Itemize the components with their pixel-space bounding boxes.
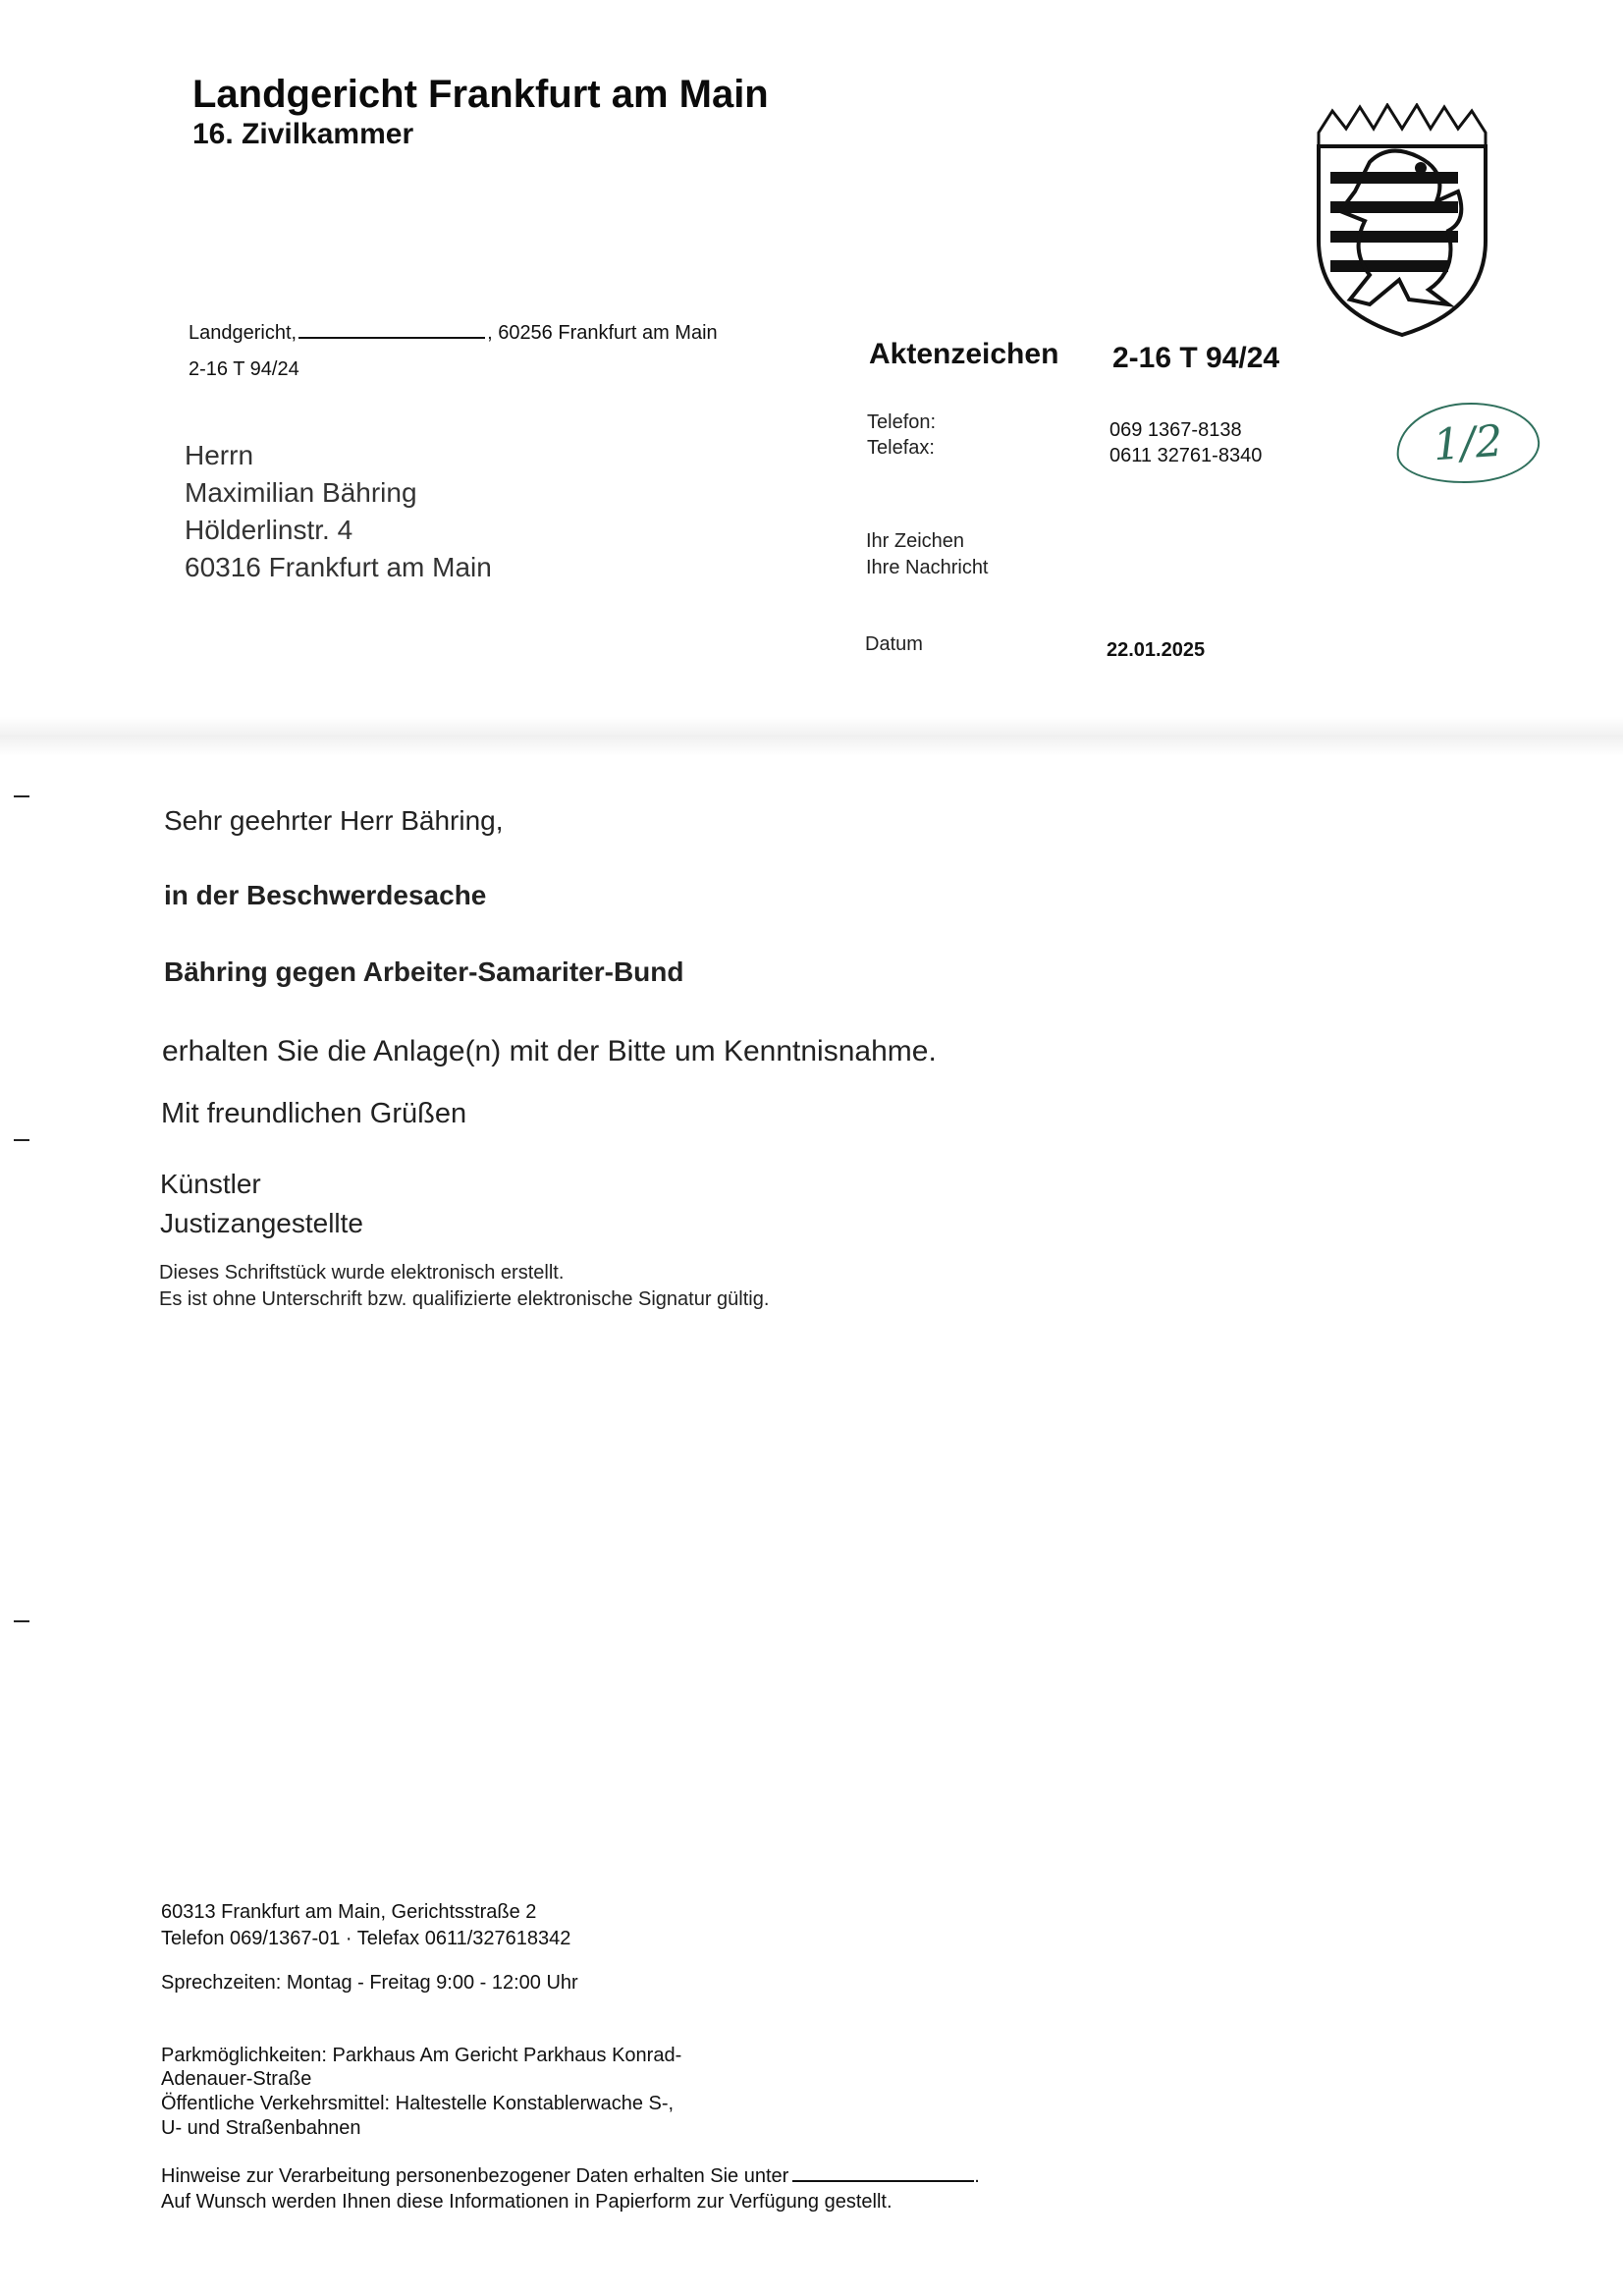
blank-field — [298, 337, 485, 339]
signer-name: Künstler — [160, 1169, 261, 1199]
footer-parking-1: Parkmöglichkeiten: Parkhaus Am Gericht Parkhaus Konrad- — [161, 2045, 682, 2066]
blank-field — [792, 2180, 974, 2182]
electronic-note-2: Es ist ohne Unterschrift bzw. qualifizierte elektronische Signatur gültig. — [159, 1288, 770, 1310]
footer-transit-2: U- und Straßenbahnen — [161, 2117, 361, 2139]
datum-label: Datum — [865, 633, 923, 655]
message: erhalten Sie die Anlage(n) mit der Bitte um Kenntnisnahme. — [162, 1035, 937, 1067]
closing: Mit freundlichen Grüßen — [161, 1098, 467, 1129]
hesse-coat-of-arms-icon — [1311, 103, 1493, 339]
telefax-label: Telefax: — [867, 437, 935, 459]
fold-mark — [14, 795, 29, 797]
footer-privacy-2: Auf Wunsch werden Ihnen diese Informationen in Papierform zur Verfügung gestellt. — [161, 2191, 893, 2213]
sender-line-suffix: , 60256 Frankfurt am Main — [487, 322, 718, 344]
recipient-salutation: Herrn — [185, 440, 254, 470]
telefon-value: 069 1367-8138 — [1109, 419, 1242, 441]
case-title: Bähring gegen Arbeiter-Samariter-Bund — [164, 957, 684, 987]
recipient-city: 60316 Frankfurt am Main — [185, 552, 492, 582]
electronic-note-1: Dieses Schriftstück wurde elektronisch erstellt. — [159, 1262, 565, 1284]
footer-parking-2: Adenauer-Straße — [161, 2068, 312, 2090]
footer-address: 60313 Frankfurt am Main, Gerichtsstraße 2 — [161, 1901, 537, 1923]
handwritten-page-mark: 1/2 — [1393, 398, 1542, 488]
punch-mark — [14, 1139, 29, 1141]
recipient-street: Hölderlinstr. 4 — [185, 515, 353, 545]
fold-mark — [14, 1620, 29, 1622]
footer-privacy-1 — [161, 2165, 980, 2188]
footer-privacy-1-text: Hinweise zur Verarbeitung personenbezogener Daten erhalten Sie unter — [161, 2165, 789, 2187]
footer-transit-1: Öffentliche Verkehrsmittel: Haltestelle Konstablerwache S-, — [161, 2093, 675, 2114]
footer-phone-fax: Telefon 069/1367-01 · Telefax 0611/327618342 — [161, 1928, 571, 1949]
ihre-nachricht-label: Ihre Nachricht — [866, 557, 989, 578]
court-name: Landgericht Frankfurt am Main — [192, 73, 769, 116]
ihr-zeichen-label: Ihr Zeichen — [866, 530, 965, 552]
signer-title: Justizangestellte — [160, 1208, 364, 1238]
court-chamber: 16. Zivilkammer — [192, 118, 414, 150]
footer-privacy-1-end: . — [974, 2165, 980, 2187]
footer-hours: Sprechzeiten: Montag - Freitag 9:00 - 12:00 Uhr — [161, 1972, 578, 1994]
telefon-label: Telefon: — [867, 411, 937, 433]
scan-artifact — [0, 717, 1623, 756]
aktenzeichen-label: Aktenzeichen — [869, 338, 1059, 370]
sender-line — [189, 322, 718, 345]
sender-line-prefix: Landgericht, — [189, 322, 298, 344]
datum-value: 22.01.2025 — [1107, 639, 1206, 661]
greeting: Sehr geehrter Herr Bähring, — [164, 805, 504, 836]
aktenzeichen-value: 2-16 T 94/24 — [1112, 342, 1280, 374]
sender-reference: 2-16 T 94/24 — [189, 358, 299, 380]
recipient-name: Maximilian Bähring — [185, 477, 417, 508]
telefax-value: 0611 32761-8340 — [1109, 445, 1263, 466]
intro-line: in der Beschwerdesache — [164, 880, 487, 910]
